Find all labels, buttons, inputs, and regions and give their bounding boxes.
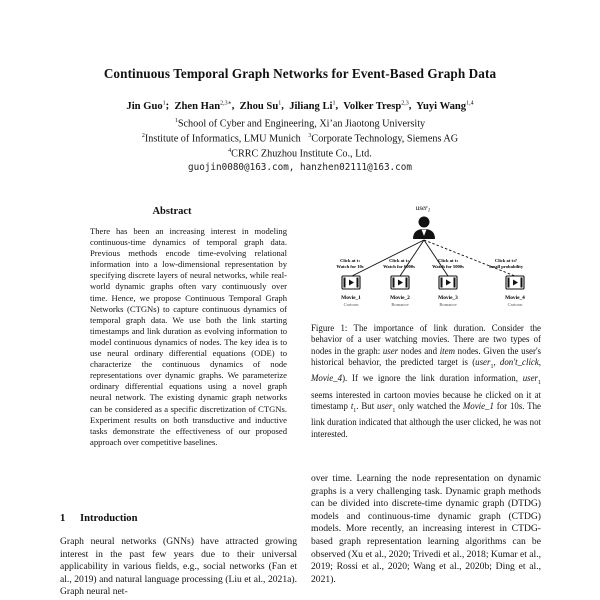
edge-user-movie-1 [352, 240, 424, 276]
click-label: Click at t1 [340, 258, 360, 263]
movie-genre: Romance [439, 302, 457, 307]
author: Jiliang Li$^1$ [289, 100, 336, 112]
author: Volker Tresp$^{2,3}$ [343, 100, 409, 112]
movie-name: Movie_2 [390, 295, 410, 301]
author: Yuyi Wang$^{1,4}$ [416, 100, 474, 112]
movie-4-icon [506, 276, 524, 289]
click-label: Click at t2 [389, 258, 409, 263]
intro-text: Graph neural networks (GNNs) have attracted growing interest in the past few years due to their universal applicability in various fields, e.g., social networks (Fan et al., 2019) and natural language processing (Liu et al., 2021a). Graph neural net- [60, 536, 297, 598]
click-duration: Watch for 6000s [383, 264, 415, 269]
user-avatar-icon [413, 217, 435, 240]
affiliation-line-2: $^2$Institute of Informatics, LMU Munich $^3$Corporate Technology, Siemens AG [141, 133, 459, 145]
movie-genre: Cartoon [507, 302, 523, 307]
click-duration: Small probability [488, 264, 524, 269]
author-list: Jin Guo$^1$; Zhen Han$^{2,3∗}$, Zhou Su$^1$, Jiliang Li$^1$, Volker Tresp$^{2,3}$, Yuyi Wang$^{1,4}$ [126, 100, 474, 112]
right-column-text: over time. Learning the node representation on dynamic graphs is a very challenging task. Dynamic graph methods can be divided into discrete-time dynamic graph (DTDG) models and continuous-time dynamic graph (CTDG) models. More recently, an increasing interest in CTDG-based graph representation learning algorithms can be observed (Xu et al., 2020; Trivedi et al., 2018; Kumar et al., 2019; Rossi et al., 2020; Wang et al., 2020b; Ding et al., 2021). [311, 473, 541, 585]
movie-name: Movie_1 [341, 295, 361, 301]
click-label: Click at t3 [438, 258, 458, 263]
click-duration: Watch for 10s [336, 264, 364, 269]
abstract-heading: Abstract [152, 206, 192, 217]
movie-name: Movie_4 [505, 295, 525, 301]
click-label: Click at t4? [494, 258, 518, 263]
abstract-text: There has been an increasing interest in modeling continuous-time dynamics of temporal graph data. Previous methods encode time-evolving relational information into a low-dimensional representation by specifying discrete layers of neural networks, while real-world dynamic graphs often vary continuously over time. Hence, we propose Continuous Temporal Graph Networks (CTGNs) to capture continuous dynamics of temporal graph data. We use both the link starting timestamps and link duration as evolving information to model continuous dynamics of nodes. The key idea is to use neural ordinary differential equations (ODE) to characterize the continuous dynamics of node representations over dynamic graphs. We parameterize ordinary differential equations using a novel graph neural network. The existing dynamic graph networks can be considered as a specific discretization of CTGNs. Experiment results on both transductive and inductive tasks demonstrate the effectiveness of our proposed approach over competitive baselines. [90, 226, 287, 447]
movie-name: Movie_3 [438, 295, 458, 301]
user-node-label: user$_1$ [415, 204, 431, 214]
figure-1-diagram [300, 198, 540, 316]
figure-caption: Figure 1: The importance of link duration. Consider the behavior of a user watching movies. There are two types of nodes in the graph: user nodes and item nodes. Given the user's historical behavior, the predicted target is (user$_1$, don't_click, Movie_4). If we ignore the link duration information, user$_1$ seems interested in cartoon movies because he clicked on it at timestamp $t_1$. But user$_1$ only watched the Movie_1 for 10s. The link duration indicated that although the user clicked, he was not interested. [311, 323, 542, 439]
paper-title: Continuous Temporal Graph Networks for Event-Based Graph Data [103, 66, 497, 81]
author: Zhen Han$^{2,3∗}$ [174, 100, 232, 112]
click-duration: Watch for 5000s [432, 264, 464, 269]
section-heading: 1 Introduction [60, 513, 138, 524]
author: Zhou Su$^1$ [239, 100, 282, 112]
movie-2-icon [391, 276, 409, 289]
movie-1-icon [342, 276, 360, 289]
affiliation-line-1: $^1$School of Cyber and Engineering, Xi’an Jiaotong University [174, 118, 426, 130]
author-emails: guojin0080@163.com, hanzhen02111@163.com [188, 162, 412, 173]
movie-genre: Cartoon [343, 302, 359, 307]
movie-genre: Romance [391, 302, 409, 307]
movie-3-icon [439, 276, 457, 289]
author: Jin Guo$^1$ [126, 100, 166, 112]
affiliation-line-3: $^4$CRRC Zhuzhou Institute Co., Ltd. [228, 148, 372, 160]
